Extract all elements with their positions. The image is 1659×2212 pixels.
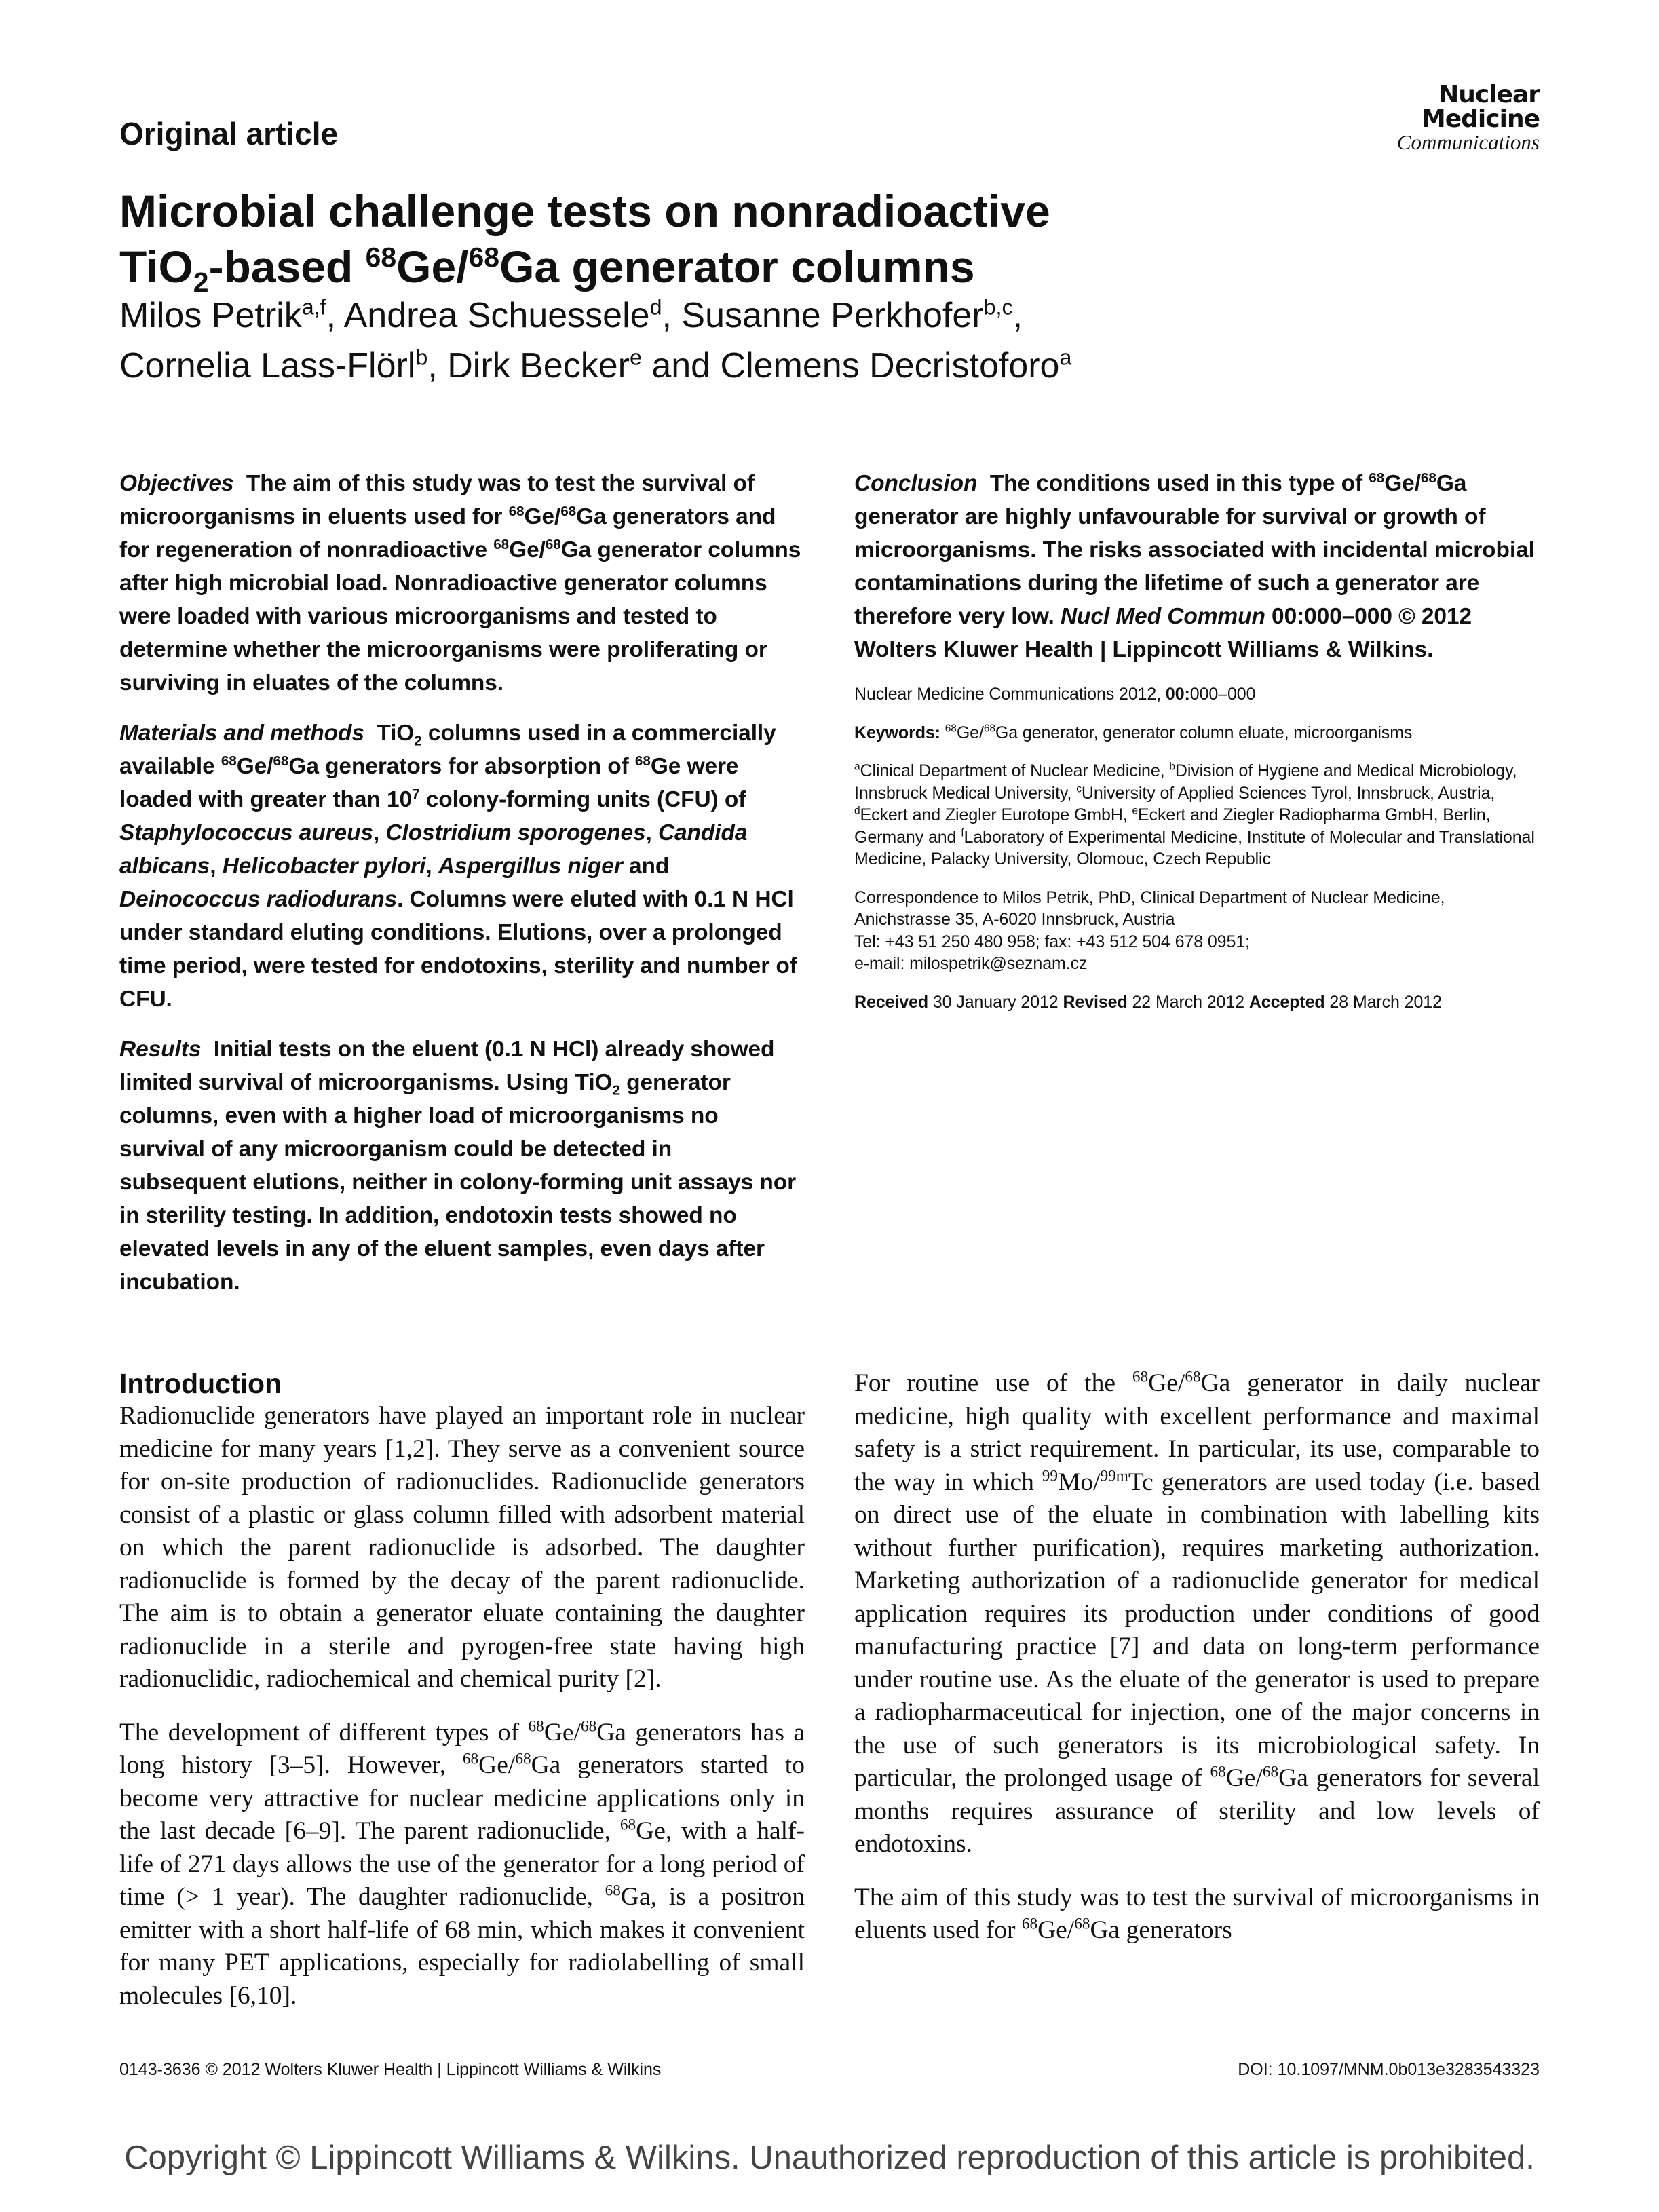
abstract-heading: Results: [119, 1037, 202, 1062]
article-title: [119, 183, 1544, 299]
copyright-notice: Copyright © Lippincott Williams & Wilkins. Unauthorized reproduction of this article is prohibited.: [124, 2139, 1535, 2176]
abstract-objectives: Objectives The aim of this study was to test the survival of microorganisms in eluents used for $^{68}$Ge/$^{68}$Ga generators and for regeneration of nonradioactive $^{68}$Ge/$^{68}$Ga generator columns after high microbial load. Nonradioactive generator columns were loaded with various microorganisms and tested to determine whether the microorganisms were proliferating or surviving in eluates of the columns.: [119, 471, 801, 695]
organism-name: Candida albicans: [119, 820, 748, 879]
author-list: Milos Petrik$^{a,f}$, Andrea Schuessele$^d$, Susanne Perkhofer$^{b,c}$, Cornelia Lass-Flörl$^b$, Dirk Becker$^e$ and Clemens Decristoforo$^a$: [119, 294, 1072, 385]
title-text: TiO: [119, 242, 193, 292]
body-paragraph: The development of different types of $^{68}$Ge/$^{68}$Ga generators has a long history [3–5]. However, $^{68}$Ge/$^{68}$Ga generators started to become very attractive for nuclear medicine applications only in the last decade [6–9]. The parent radionuclide, $^{68}$Ge, with a half-life of 271 days allows the use of the generator for a long period of time (> 1 year). The daughter radionuclide, $^{68}$Ga, is a positron emitter with a short half-life of 68 min, which makes it convenient for many PET applications, especially for radiolabelling of small molecules [6,10].: [119, 1717, 805, 2010]
journal-logo: [1397, 83, 1540, 153]
citation: Nucl Med Commun: [1060, 604, 1265, 629]
organism-name: Staphylococcus aureus: [119, 820, 373, 845]
abstract-methods: Materials and methods TiO$_2$ columns used in a commercially available $^{68}$Ge/$^{68}$Ga generators for absorption of $^{68}$Ge were loaded with greater than $10^7$ colony-forming units (CFU) of Staphylococcus aureus, Clostridium sporogenes, Candida albicans, Helicobacter pylori, Aspergillus niger and Deinococcus radiodurans. Columns were eluted with 0.1 N HCl under standard eluting conditions. Elutions, over a prolonged time period, were tested for endotoxins, sterility and number of CFU.: [119, 721, 797, 1012]
abstract-results: Results Initial tests on the eluent (0.1 N HCl) already showed limited survival of microorganisms. Using TiO$_2$ generator columns, even with a higher load of microorganisms no survival of any microorganism could be detected in subsequent elutions, neither in colony-forming unit assays nor in sterility testing. In addition, endotoxin tests showed no elevated levels in any of the eluent samples, even days after incubation.: [119, 1037, 797, 1295]
journal-line: Nuclear Medicine Communications 2012, 00:000–000: [854, 685, 1256, 704]
isotope-mass: 68: [365, 242, 397, 273]
correspondence: Correspondence to Milos Petrik, PhD, Clinical Department of Nuclear Medicine, Anichstrasse 35, A-6020 Innsbruck, Austria Tel: +43 51 250 480 958; fax: +43 512 504 678 0951; e-mail: milospetrik@seznam.cz: [854, 888, 1445, 973]
abstract-left-column: [119, 467, 805, 1316]
body-right-column: [854, 1367, 1540, 1968]
abstract-heading: Objectives: [119, 471, 234, 496]
section-heading: Introduction: [119, 1368, 282, 1399]
title-text: -based: [208, 242, 366, 292]
author-affiliation: e: [629, 345, 642, 370]
author-name: Andrea Schuessele: [343, 296, 650, 335]
title-text: Ga generator columns: [499, 242, 975, 292]
journal-logo-line: Communications: [1396, 130, 1540, 154]
author-affiliation: a,f: [301, 294, 326, 320]
organism-name: Aspergillus niger: [438, 854, 623, 879]
title-text: Microbial challenge tests on nonradioactive: [119, 186, 1050, 236]
journal-logo-line: Nuclear: [1438, 81, 1540, 109]
footer-issn: 0143-3636 © 2012 Wolters Kluwer Health | Lippincott Williams & Wilkins: [119, 2060, 662, 2079]
footer-doi: DOI: 10.1097/MNM.0b013e3283543323: [1238, 2060, 1540, 2079]
abstract-conclusion: Conclusion The conditions used in this type of $^{68}$Ge/$^{68}$Ga generator are highly unfavourable for survival or growth of microorganisms. The risks associated with incidental microbial contaminations during the lifetime of such a generator are therefore very low. Nucl Med Commun 00:000–000 © 2012 Wolters Kluwer Health | Lippincott Williams & Wilkins.: [854, 470, 1535, 662]
organism-name: Clostridium sporogenes: [385, 820, 646, 845]
received-dates: Received 30 January 2012 Revised 22 March 2012 Accepted 28 March 2012: [854, 992, 1442, 1012]
body-paragraph: The aim of this study was to test the survival of microorganisms in eluents used for $^{68}$Ge/$^{68}$Ga generators: [854, 1883, 1540, 1944]
organism-name: Helicobacter pylori: [222, 854, 426, 879]
subscript: 2: [193, 267, 209, 299]
body-paragraph: Radionuclide generators have played an important role in nuclear medicine for many years [1,2]. They serve as a convenient source for on-site production of radionuclides. Radionuclide generators consist of a plastic or glass column filled with adsorbent material on which the parent radionuclide is adsorbed. The daughter radionuclide is formed by the decay of the parent radionuclide. The aim is to obtain a generator eluate containing the daughter radionuclide in a sterile and pyrogen-free state having high radionuclidic, radiochemical and chemical purity [2].: [119, 1402, 805, 1693]
section-label: Original article: [119, 116, 339, 151]
article-metadata: [854, 683, 1540, 1013]
author-affiliation: b,c: [983, 294, 1013, 320]
keywords: Keywords: $^{68}$Ge/$^{68}$Ga generator, generator column eluate, microorganisms: [854, 723, 1413, 742]
organism-name: Deinococcus radiodurans: [119, 887, 398, 912]
author-affiliation: b: [415, 345, 428, 370]
author-name: Clemens Decristoforo: [720, 346, 1060, 385]
author-name: Cornelia Lass-Flörl: [119, 346, 416, 385]
abstract-right-column: [854, 467, 1540, 1029]
abstract-heading: Materials and methods: [119, 721, 364, 746]
journal-logo-line: Medicine: [1421, 105, 1540, 133]
author-name: Dirk Becker: [447, 346, 630, 385]
author-affiliation: a: [1059, 345, 1072, 370]
isotope-mass: 68: [468, 242, 500, 273]
body-left-column: [119, 1367, 805, 2033]
body-paragraph: For routine use of the $^{68}$Ge/$^{68}$Ga generator in daily nuclear medicine, high quality with excellent performance and maximal safety is a strict requirement. In particular, its use, comparable to the way in which $^{99}$Mo/$^{99m}$Tc generators are used today (i.e. based on direct use of the eluate in combination with labelling kits without further purification), requires marketing authorization. Marketing authorization of a radionuclide generator for medical application requires its production under conditions of good manufacturing practice [7] and data on long-term performance under routine use. As the eluate of the generator is used to prepare a radiopharmaceutical for injection, one of the major concerns in the use of such generators is its microbiological safety. In particular, the prolonged usage of $^{68}$Ge/$^{68}$Ga generators for several months requires assurance of sterility and low levels of endotoxins.: [854, 1368, 1540, 1858]
author-name: Milos Petrik: [119, 296, 302, 335]
title-text: Ge/: [396, 242, 469, 292]
affiliations: $^a$Clinical Department of Nuclear Medicine, $^b$Division of Hygiene and Medical Microbiology, Innsbruck Medical University, $^c$University of Applied Sciences Tyrol, Innsbruck, Austria, $^d$Eckert and Ziegler Eurotope GmbH, $^e$Eckert and Ziegler Radiopharma GmbH, Berlin, Germany and $^f$Laboratory of Experimental Medicine, Institute of Molecular and Translational Medicine, Palacky University, Olomouc, Czech Republic: [854, 761, 1535, 869]
author-affiliation: d: [649, 294, 662, 320]
author-name: Susanne Perkhofer: [681, 296, 984, 335]
abstract-heading: Conclusion: [854, 471, 978, 496]
